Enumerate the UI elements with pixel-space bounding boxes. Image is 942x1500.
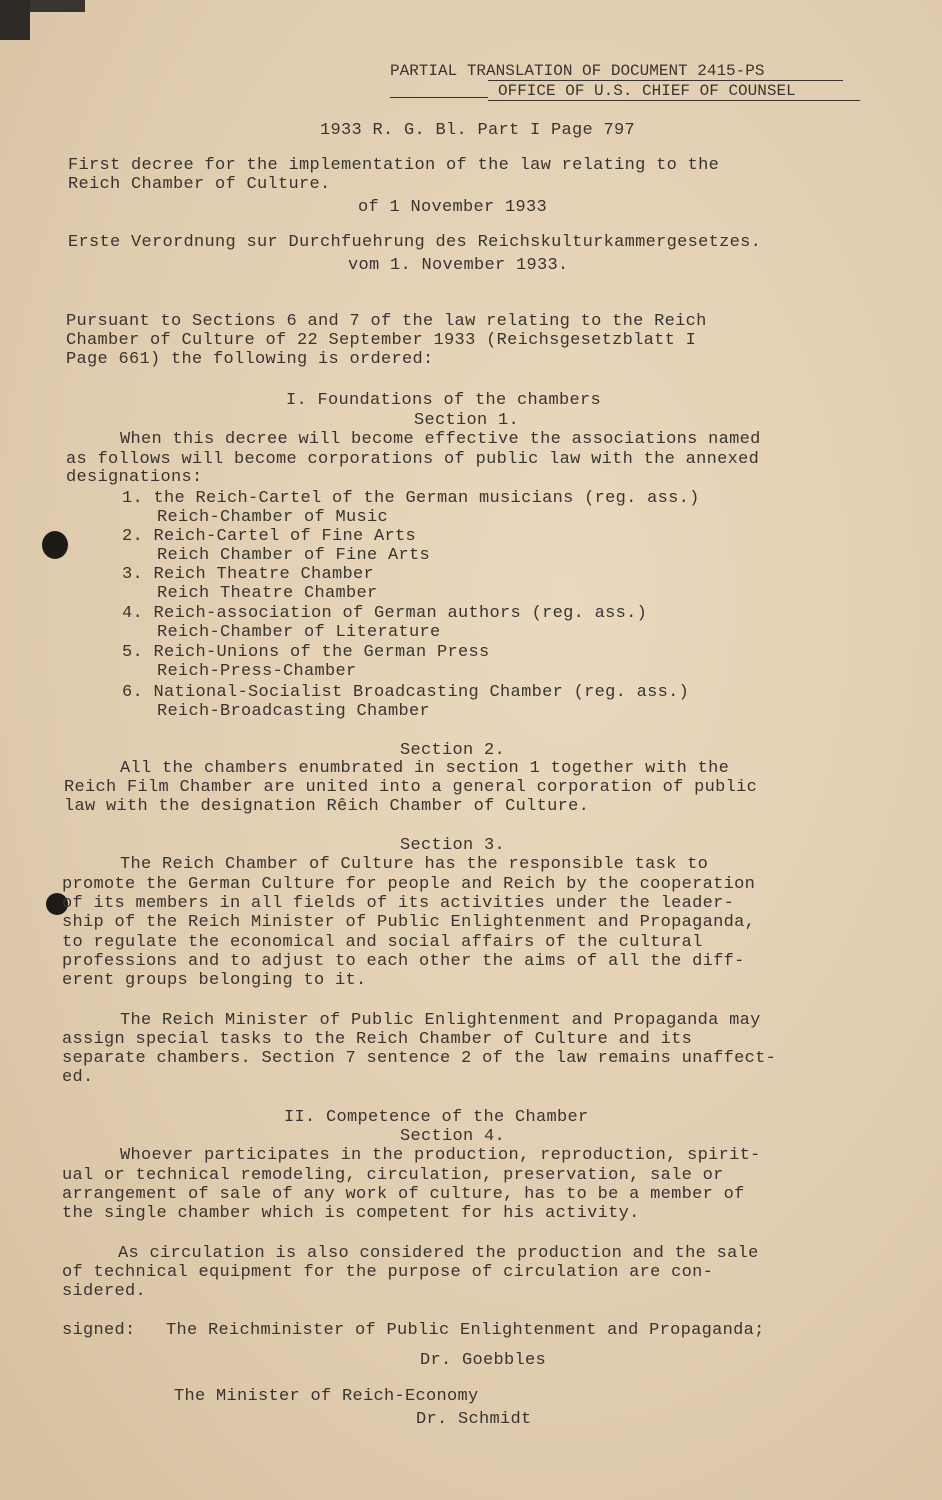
- section3-p2-line-2: assign special tasks to the Reich Chamber of Culture and its: [62, 1030, 693, 1049]
- section4-p2-line-3: sidered.: [62, 1282, 147, 1301]
- section2-line-2: Reich Film Chamber are united into a general corporation of public: [64, 778, 758, 797]
- section3-line-5: to regulate the economical and social affairs of the cultural: [62, 933, 703, 952]
- section3-p2-line-1: The Reich Minister of Public Enlightenment and Propaganda may: [120, 1011, 761, 1030]
- section1-heading: Section 1.: [414, 411, 520, 430]
- signer1-title: The Reichminister of Public Enlightenment and Propaganda;: [166, 1321, 765, 1340]
- list-item: 5. Reich-Unions of the German Press: [122, 643, 490, 662]
- section3-heading: Section 3.: [400, 836, 506, 855]
- title-en-date: of 1 November 1933: [358, 198, 548, 217]
- section3-p2-line-3: separate chambers. Section 7 sentence 2 of the law remains unaffect-: [62, 1049, 777, 1068]
- title-en-line-1: First decree for the implementation of the law relating to the: [68, 156, 720, 175]
- section1-intro-2: as follows will become corporations of public law with the annexed: [66, 450, 760, 469]
- punch-hole: [42, 531, 68, 559]
- header-rule-2a: [390, 97, 488, 98]
- section4-line-3: arrangement of sale of any work of culture, has to be a member of: [62, 1185, 745, 1204]
- signer2-name: Dr. Schmidt: [416, 1410, 532, 1429]
- list-item-designation: Reich-Broadcasting Chamber: [157, 702, 431, 721]
- signer2-title: The Minister of Reich-Economy: [174, 1387, 479, 1406]
- section4-p2-line-2: of technical equipment for the purpose of circulation are con-: [62, 1263, 714, 1282]
- citation: 1933 R. G. Bl. Part I Page 797: [320, 121, 636, 140]
- list-item: 2. Reich-Cartel of Fine Arts: [122, 527, 417, 546]
- scan-edge-shadow-top: [30, 0, 85, 12]
- list-item-designation: Reich Theatre Chamber: [157, 584, 378, 603]
- section3-line-3: of its members in all fields of its activities under the leader-: [62, 894, 735, 913]
- section4-p2-line-1: As circulation is also considered the production and the sale: [118, 1244, 759, 1263]
- section3-line-1: The Reich Chamber of Culture has the responsible task to: [120, 855, 709, 874]
- section3-line-7: erent groups belonging to it.: [62, 971, 367, 990]
- section3-line-2: promote the German Culture for people and Reich by the cooperation: [62, 875, 756, 894]
- header-rule-2: [488, 100, 860, 101]
- list-item-designation: Reich-Press-Chamber: [157, 662, 357, 681]
- preamble-line-3: Page 661) the following is ordered:: [66, 350, 434, 369]
- section1-intro-1: When this decree will become effective the associations named: [120, 430, 761, 449]
- list-item-designation: Reich-Chamber of Literature: [157, 623, 441, 642]
- header-rule-1: [488, 80, 843, 81]
- list-item: 1. the Reich-Cartel of the German musicians (reg. ass.): [122, 489, 700, 508]
- section4-line-4: the single chamber which is competent for his activity.: [62, 1204, 640, 1223]
- section3-line-6: professions and to adjust to each other the aims of all the diff-: [62, 952, 745, 971]
- section3-p2-line-4: ed.: [62, 1068, 94, 1087]
- list-item: 6. National-Socialist Broadcasting Chamber (reg. ass.): [122, 683, 690, 702]
- signed-label: signed:: [62, 1321, 136, 1340]
- list-item-designation: Reich Chamber of Fine Arts: [157, 546, 431, 565]
- section3-line-4: ship of the Reich Minister of Public Enlightenment and Propaganda,: [62, 913, 756, 932]
- title-en-line-2: Reich Chamber of Culture.: [68, 175, 331, 194]
- section2-heading: Section 2.: [400, 741, 506, 760]
- part1-heading: I. Foundations of the chambers: [286, 391, 602, 410]
- section4-heading: Section 4.: [400, 1127, 506, 1146]
- header-line-2: OFFICE OF U.S. CHIEF OF COUNSEL: [498, 82, 796, 100]
- section2-line-3: law with the designation Rêich Chamber of Culture.: [64, 797, 590, 816]
- list-item: 4. Reich-association of German authors (reg. ass.): [122, 604, 648, 623]
- section4-line-1: Whoever participates in the production, reproduction, spirit-: [120, 1146, 761, 1165]
- preamble-line-1: Pursuant to Sections 6 and 7 of the law relating to the Reich: [66, 312, 707, 331]
- title-de-line-1: Erste Verordnung sur Durchfuehrung des Reichskulturkammergesetzes.: [68, 233, 762, 252]
- preamble-line-2: Chamber of Culture of 22 September 1933 (Reichsgesetzblatt I: [66, 331, 697, 350]
- list-item-designation: Reich-Chamber of Music: [157, 508, 389, 527]
- header-line-1: PARTIAL TRANSLATION OF DOCUMENT 2415-PS: [390, 62, 765, 80]
- section1-intro-3: designations:: [66, 468, 203, 487]
- scan-edge-shadow: [0, 0, 30, 40]
- part2-heading: II. Competence of the Chamber: [284, 1108, 589, 1127]
- section2-line-1: All the chambers enumbrated in section 1 together with the: [120, 759, 730, 778]
- list-item: 3. Reich Theatre Chamber: [122, 565, 375, 584]
- section4-line-2: ual or technical remodeling, circulation, preservation, sale or: [62, 1166, 724, 1185]
- signer1-name: Dr. Goebbles: [420, 1351, 547, 1370]
- title-de-date: vom 1. November 1933.: [348, 256, 569, 275]
